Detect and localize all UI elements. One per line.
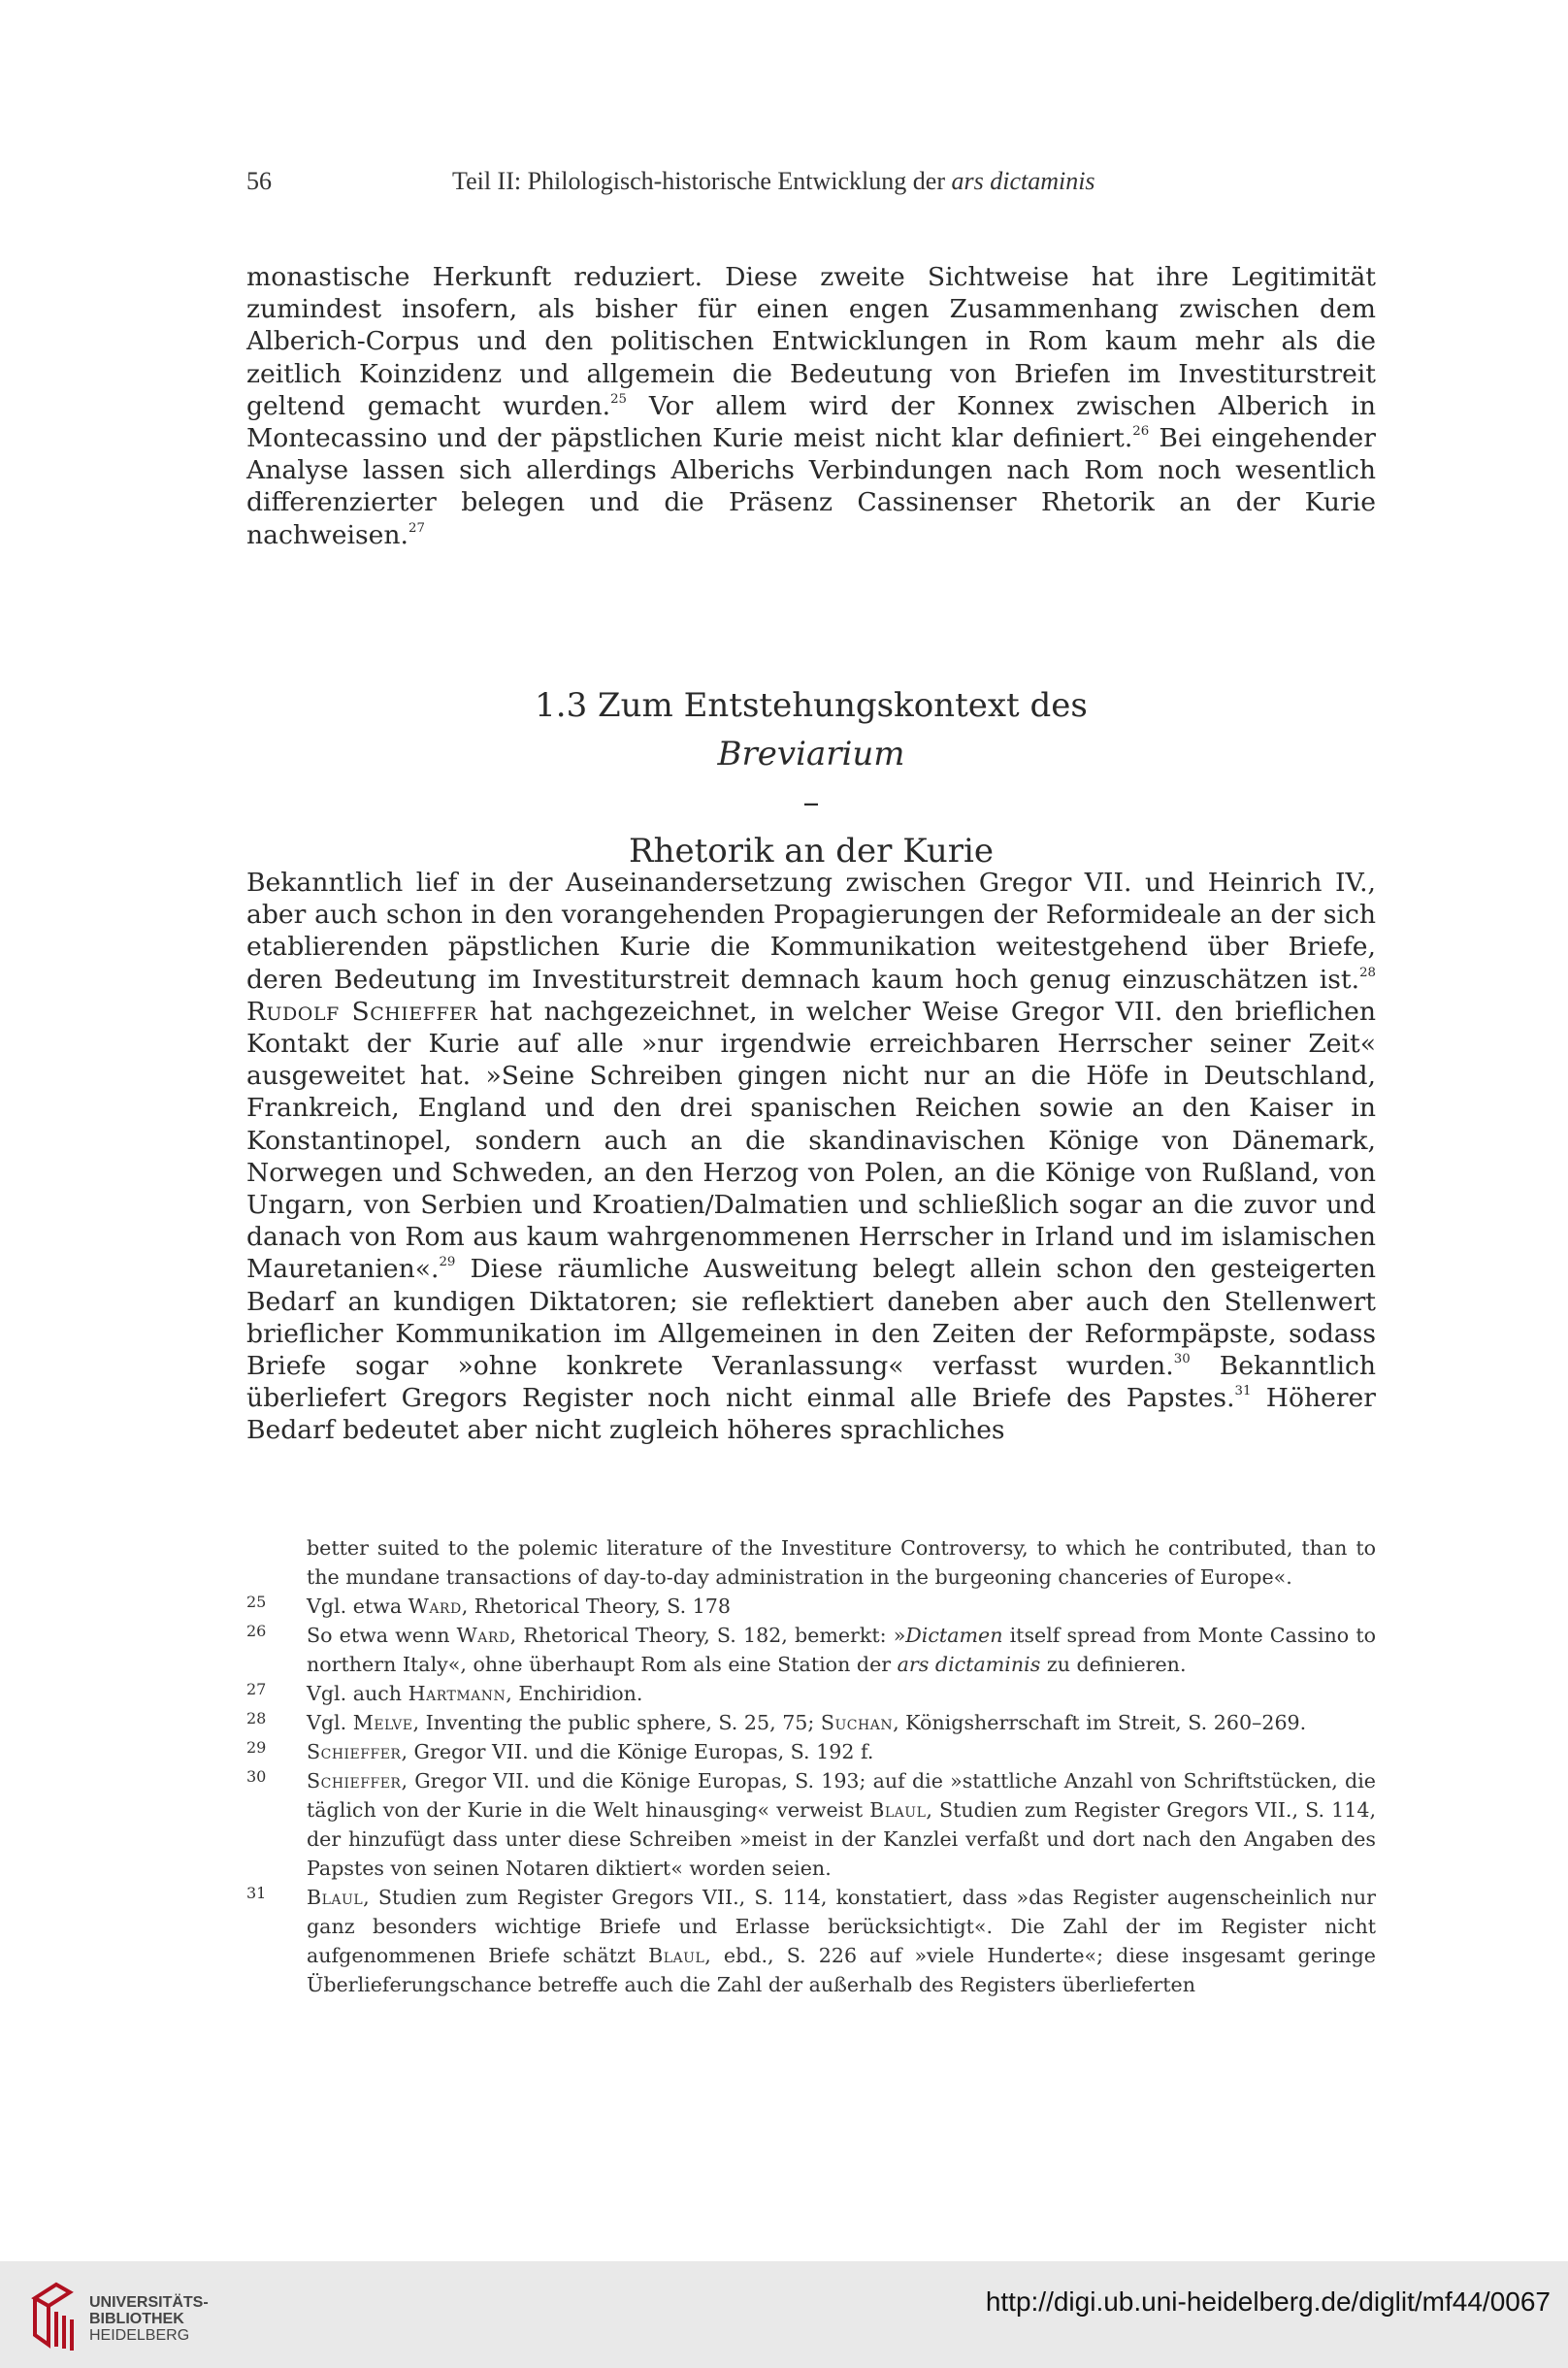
footnote-ref-26[interactable]: 26 bbox=[1132, 424, 1150, 440]
source-url-link[interactable]: http://digi.ub.uni-heidelberg.de/diglit/mf44/0067 bbox=[985, 2286, 1551, 2317]
footnote-continuation: better suited to the polemic literature of the Investiture Controversy, to which he contributed, than to the mundane transactions of day-to-day administration in the burgeoning chanceries of Europe«. bbox=[307, 1536, 1376, 1589]
library-footer-bar bbox=[0, 2261, 1568, 2368]
section-heading-line1: 1.3 Zum Entstehungskontext des Breviarium – bbox=[535, 686, 1088, 822]
page-number: 56 bbox=[246, 167, 272, 195]
footnote-ref-25[interactable]: 25 bbox=[610, 391, 627, 407]
footnote-26: 26 So etwa wenn Ward, Rhetorical Theory, S. 182, bemerkt: »Dictamen itself spread from Monte Cassino to northern Italy«, ohne überhaupt Rom als eine Station der ars dictaminis zu definieren. bbox=[246, 1622, 1377, 1676]
library-name: UNIVERSITÄTS- BIBLIOTHEK HEIDELBERG bbox=[89, 2294, 209, 2344]
paragraph-body: Bekanntlich lief in der Auseinandersetzung zwischen Gregor VII. und Heinrich IV., aber auch schon in den vorangehenden Propagierungen der Reformideale an der sich etablierenden päpstlichen Kurie die Kommunikation weitestgehend über Briefe, deren Bedeutung im Investiturstreit demnach kaum hoch genug einzuschätzen ist.$^{28}$ Rudolf Schieffer hat nachgezeichnet, in welcher Weise Gregor VII. den brieflichen Kontakt der Kurie auf alle »nur irgendwie erreichbaren Herrscher seiner Zeit« ausgeweitet hat. »Seine Schreiben gingen nicht nur an die Höfe in Deutschland, Frankreich, England und den drei spanischen Reichen sowie an den Kaiser in Konstantinopel, sondern auch an die skandinavischen Könige von Dänemark, Norwegen und Schweden, an den Herzog von Polen, an die Könige von Rußland, von Ungarn, von Serbien und Kroatien/Dalmatien und schließlich sogar an die zuvor und danach von Rom aus kaum wahrgenommenen Herrscher in Irland und im islamischen Mauretanien«.$^{29}$ Diese räumliche Ausweitung belegt allein schon den gesteigerten Bedarf an kundigen Diktatoren; sie reflektiert daneben aber auch den Stellenwert brieflicher Kommunikation im Allgemeinen in den Zeiten der Reformpäpste, sodass Briefe sogar »ohne konkrete Veranlassung« verfasst wurden.$^{30}$ Bekanntlich überliefert Gregors Register noch nicht einmal alle Briefe des Papstes.$^{31}$ Höherer Bedarf bedeutet aber nicht zugleich höheres sprachliches bbox=[246, 868, 1377, 1446]
footnote-number: 29 bbox=[246, 1738, 267, 1757]
footnote-number: 31 bbox=[246, 1884, 267, 1902]
section-heading bbox=[246, 681, 1376, 875]
paragraph-intro: monastische Herkunft reduziert. Diese zweite Sichtweise hat ihre Legitimität zumindest insofern, als bisher für einen engen Zusammenhang zwischen dem Alberich-Corpus und den politischen Entwicklungen in Rom kaum mehr als die zeitlich Koinzidenz und allgemein die Bedeutung von Briefen im Investiturstreit geltend gemacht wurden.$^{25}$ Vor allem wird der Konnex zwischen Alberich in Montecassino und der päpstlichen Kurie meist nicht klar definiert.$^{26}$ Bei eingehender Analyse lassen sich allerdings Alberichs Verbindungen nach Rom noch wesentlich differenzierter belegen und die Präsenz Cassinenser Rhetorik an der Kurie nachweisen.$^{27}$ bbox=[246, 262, 1376, 550]
footnote-number: 28 bbox=[246, 1709, 267, 1727]
footnote-25: 25 Vgl. etwa Ward, Rhetorical Theory, S. 178 bbox=[246, 1593, 731, 1618]
author-name: Rudolf Schieffer bbox=[246, 996, 478, 1027]
footnote-number: 30 bbox=[246, 1767, 267, 1786]
footnote-number: 27 bbox=[246, 1680, 267, 1698]
footnote-ref-28[interactable]: 28 bbox=[1359, 965, 1376, 980]
footnote-27: 27 Vgl. auch Hartmann, Enchiridion. bbox=[246, 1680, 643, 1705]
footnote-ref-30[interactable]: 30 bbox=[1173, 1352, 1191, 1367]
footnote-30: 30 Schieffer, Gregor VII. und die Könige Europas, S. 193; auf die »stattliche Anzahl von Schriftstücken, die täglich von der Kurie in die Welt hinausging« verweist Blaul, Studien zum Register Gregors VII., S. 114, der hinzufügt dass unter diese Schreiben »meist in der Kanzlei verfaßt und dort nach den Angaben des Papstes von seinen Notaren diktiert« worden seien. bbox=[246, 1767, 1376, 1880]
running-title: Teil II: Philologisch-historische Entwicklung der ars dictaminis bbox=[452, 167, 1095, 195]
footnote-ref-27[interactable]: 27 bbox=[408, 520, 425, 536]
footnote-28: 28 Vgl. Melve, Inventing the public sphere, S. 25, 75; Suchan, Königsherrschaft im Streit, S. 260–269. bbox=[246, 1709, 1307, 1734]
university-library-logo-icon bbox=[27, 2279, 97, 2352]
footnote-31: 31 Blaul, Studien zum Register Gregors VII., S. 114, konstatiert, dass »das Register augenscheinlich nur ganz besonders wichtige Briefe und Erlasse berücksichtigt«. Die Zahl der im Register nicht aufgenommenen Briefe schätzt Blaul, ebd., S. 226 auf »viele Hunderte«; diese insgesamt geringe Überlieferungschance betreffe auch die Zahl der außerhalb des Registers überlieferten bbox=[246, 1884, 1376, 1996]
section-heading-line2: Rhetorik an der Kurie bbox=[628, 832, 994, 871]
running-header bbox=[246, 167, 1372, 206]
footnote-ref-31[interactable]: 31 bbox=[1234, 1384, 1252, 1399]
footnote-number: 26 bbox=[246, 1622, 267, 1640]
footnote-29: 29 Schieffer, Gregor VII. und die Könige Europas, S. 192 f. bbox=[246, 1738, 874, 1763]
footnotes bbox=[246, 1533, 1376, 1999]
footnote-ref-29[interactable]: 29 bbox=[439, 1255, 456, 1270]
footnote-number: 25 bbox=[246, 1593, 267, 1611]
